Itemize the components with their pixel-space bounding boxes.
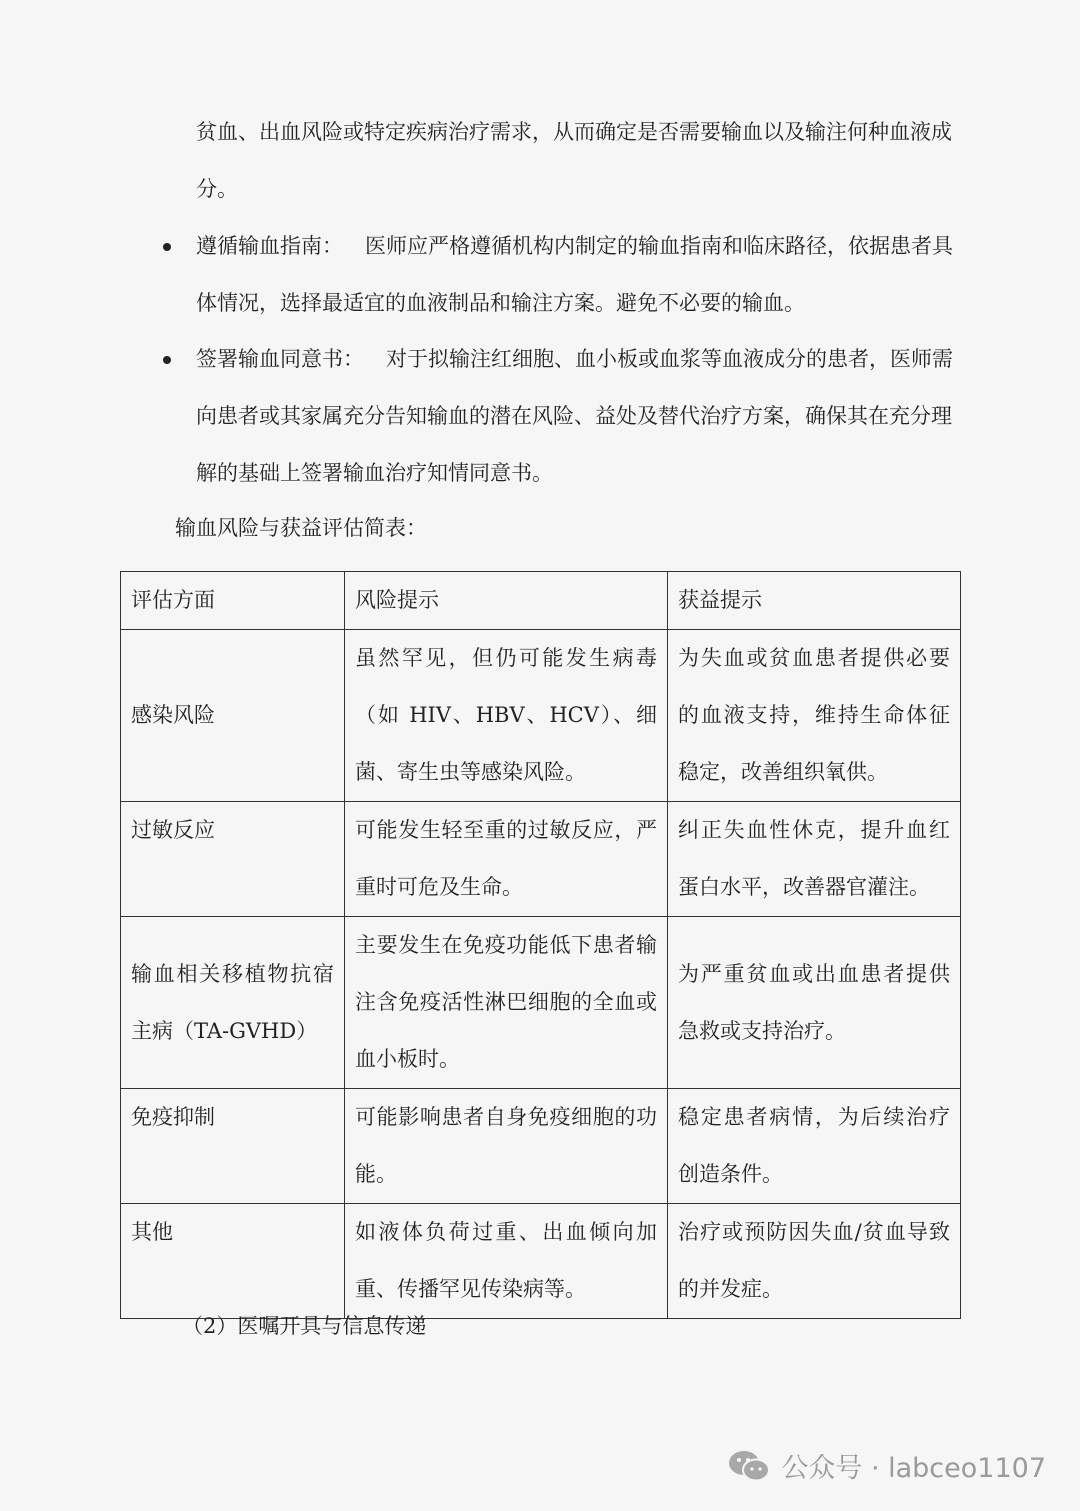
bullet-text: 医师应严格遵循机构内制定的输血指南和临床路径，依据患者具体情况，选择最适宜的血液制品和输注方案。避免不必要的输血。 — [196, 234, 953, 315]
risk-cell: 虽然罕见，但仍可能发生病毒（如 HIV、HBV、HCV）、细菌、寄生虫等感染风险。 — [345, 630, 668, 802]
benefit-cell: 治疗或预防因失血/贫血导致的并发症。 — [668, 1204, 961, 1319]
aspect-cell: 输血相关移植物抗宿主病（TA-GVHD） — [121, 917, 345, 1089]
header-cell: 获益提示 — [668, 572, 961, 630]
risk-cell: 如液体负荷过重、出血倾向加重、传播罕见传染病等。 — [345, 1204, 668, 1319]
aspect-cell: 免疫抑制 — [121, 1089, 345, 1204]
bullet-label: 签署输血同意书： — [196, 347, 364, 371]
benefit-cell: 为失血或贫血患者提供必要的血液支持，维持生命体征稳定，改善组织氧供。 — [668, 630, 961, 802]
aspect-cell: 其他 — [121, 1204, 345, 1319]
table-row — [121, 1089, 961, 1204]
bullet-label: 遵循输血指南： — [196, 234, 343, 258]
bullet-text: 对于拟输注红细胞、血小板或血浆等血液成分的患者，医师需向患者或其家属充分告知输血的潜在风险、益处及替代治疗方案，确保其在充分理解的基础上签署输血治疗知情同意书。 — [196, 347, 953, 485]
benefit-cell: 为严重贫血或出血患者提供急救或支持治疗。 — [668, 917, 961, 1089]
table-row — [121, 802, 961, 917]
table-row — [121, 1204, 961, 1319]
aspect-cell: 过敏反应 — [121, 802, 345, 917]
bullet-dot — [163, 356, 171, 364]
watermark — [727, 1446, 1046, 1485]
risk-cell: 可能发生轻至重的过敏反应，严重时可危及生命。 — [345, 802, 668, 917]
table-row — [121, 630, 961, 802]
header-cell: 评估方面 — [121, 572, 345, 630]
header-cell: 风险提示 — [345, 572, 668, 630]
section-heading: （2）医嘱开具与信息传递 — [182, 1314, 427, 1338]
bullet-item-guidelines — [196, 218, 956, 332]
benefit-cell: 稳定患者病情，为后续治疗创造条件。 — [668, 1089, 961, 1204]
bullet-dot — [163, 243, 171, 251]
benefit-cell: 纠正失血性休克，提升血红蛋白水平，改善器官灌注。 — [668, 802, 961, 917]
risk-benefit-table — [120, 571, 961, 1319]
table-caption: 输血风险与获益评估简表： — [175, 516, 427, 540]
bullet-item-consent — [196, 331, 956, 502]
continuation-paragraph: 贫血、出血风险或特定疾病治疗需求，从而确定是否需要输血以及输注何种血液成分。 — [196, 120, 952, 201]
risk-cell: 主要发生在免疫功能低下患者输注含免疫活性淋巴细胞的全血或血小板时。 — [345, 917, 668, 1089]
risk-cell: 可能影响患者自身免疫细胞的功能。 — [345, 1089, 668, 1204]
wechat-icon — [727, 1449, 771, 1483]
aspect-cell: 感染风险 — [121, 630, 345, 802]
table-header-row — [121, 572, 961, 630]
watermark-text: 公众号 · labceo1107 — [781, 1453, 1046, 1484]
table-row — [121, 917, 961, 1089]
